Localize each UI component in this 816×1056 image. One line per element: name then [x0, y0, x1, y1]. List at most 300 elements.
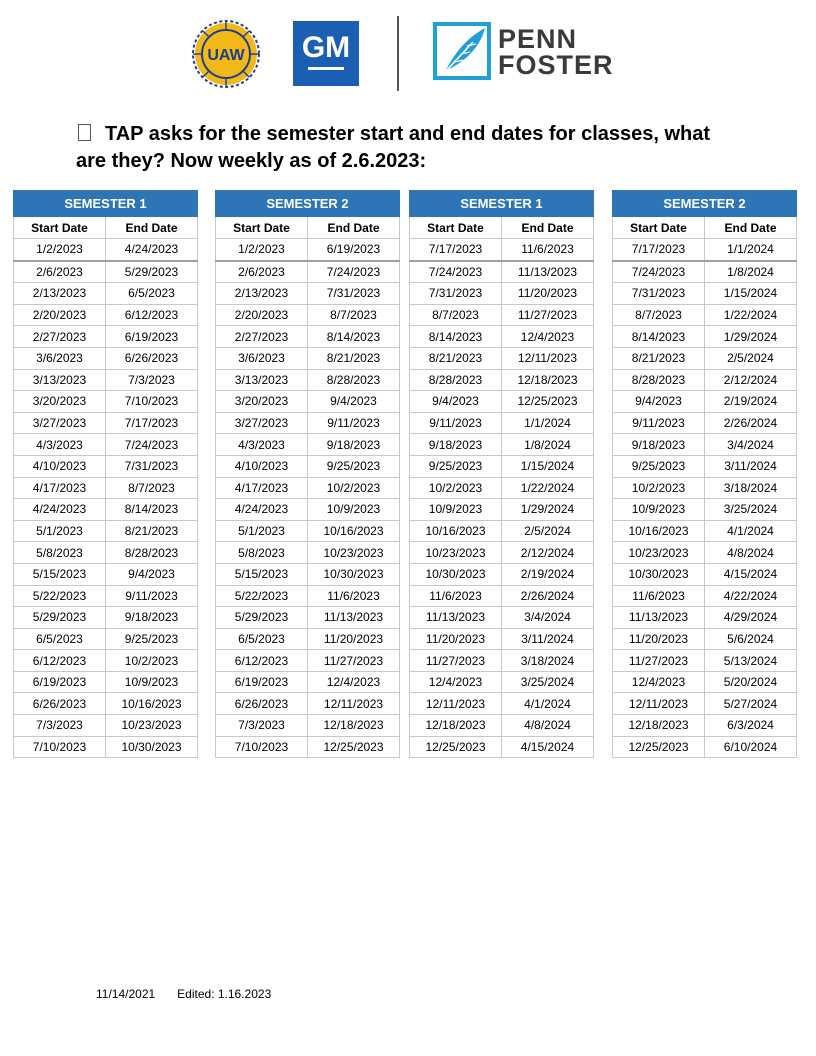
table-row	[410, 650, 594, 672]
start-date-cell: 11/6/2023	[410, 585, 502, 607]
gm-logo-underline	[308, 67, 344, 70]
table-row	[216, 607, 400, 629]
end-date-cell: 10/30/2023	[106, 736, 198, 758]
start-date-cell: 8/28/2023	[410, 369, 502, 391]
start-date-cell: 9/25/2023	[410, 455, 502, 477]
end-date-cell: 5/13/2024	[705, 650, 797, 672]
end-date-cell: 8/14/2023	[106, 499, 198, 521]
end-date-cell: 9/18/2023	[308, 434, 400, 456]
table-row	[613, 671, 797, 693]
end-date-cell: 4/1/2024	[502, 693, 594, 715]
table-row	[216, 499, 400, 521]
end-date-cell: 12/18/2023	[308, 715, 400, 737]
end-date-cell: 6/3/2024	[705, 715, 797, 737]
start-date-cell: 4/10/2023	[216, 455, 308, 477]
end-date-header: End Date	[705, 217, 797, 239]
start-date-cell: 10/9/2023	[410, 499, 502, 521]
start-date-cell: 12/25/2023	[613, 736, 705, 758]
end-date-cell: 1/22/2024	[502, 477, 594, 499]
end-date-cell: 2/5/2024	[705, 347, 797, 369]
start-date-cell: 12/25/2023	[410, 736, 502, 758]
table-row	[14, 520, 198, 542]
start-date-cell: 6/12/2023	[216, 650, 308, 672]
end-date-cell: 9/4/2023	[106, 563, 198, 585]
table-row	[613, 412, 797, 434]
end-date-cell: 7/3/2023	[106, 369, 198, 391]
end-date-cell: 10/9/2023	[106, 671, 198, 693]
start-date-cell: 10/23/2023	[613, 542, 705, 564]
semester-table-2	[215, 190, 400, 758]
start-date-cell: 10/16/2023	[410, 520, 502, 542]
end-date-cell: 4/15/2024	[705, 563, 797, 585]
gm-logo	[293, 21, 359, 86]
end-date-cell: 10/23/2023	[106, 715, 198, 737]
start-date-cell: 8/7/2023	[613, 304, 705, 326]
table-row	[216, 693, 400, 715]
checkbox-glyph-icon	[78, 124, 91, 141]
uaw-logo-text: UAW	[207, 47, 245, 64]
end-date-cell: 7/24/2023	[308, 261, 400, 283]
end-date-cell: 2/19/2024	[502, 563, 594, 585]
start-date-cell: 4/3/2023	[216, 434, 308, 456]
end-date-cell: 12/18/2023	[502, 369, 594, 391]
start-date-cell: 2/13/2023	[14, 283, 106, 305]
end-date-cell: 7/31/2023	[308, 283, 400, 305]
table-row	[613, 369, 797, 391]
table-row	[410, 542, 594, 564]
table-row	[613, 434, 797, 456]
table-row	[14, 715, 198, 737]
table-row	[410, 499, 594, 521]
table-row	[216, 412, 400, 434]
start-date-cell: 2/6/2023	[216, 261, 308, 283]
start-date-cell: 2/27/2023	[14, 326, 106, 348]
end-date-cell: 1/1/2024	[705, 239, 797, 261]
footer-created-date: 11/14/2021	[96, 987, 156, 1001]
question-line1: TAP asks for the semester start and end dates for classes, what	[105, 123, 711, 145]
penn-foster-quill-icon	[433, 22, 491, 80]
end-date-cell: 11/20/2023	[308, 628, 400, 650]
table-row	[14, 607, 198, 629]
start-date-cell: 7/24/2023	[613, 261, 705, 283]
semester-table-1	[13, 190, 198, 758]
end-date-cell: 5/6/2024	[705, 628, 797, 650]
table-row	[216, 520, 400, 542]
end-date-cell: 3/11/2024	[502, 628, 594, 650]
table-row	[410, 607, 594, 629]
table-row	[410, 455, 594, 477]
start-date-cell: 6/5/2023	[14, 628, 106, 650]
end-date-cell: 4/1/2024	[705, 520, 797, 542]
end-date-cell: 5/20/2024	[705, 671, 797, 693]
start-date-cell: 10/30/2023	[613, 563, 705, 585]
start-date-cell: 5/1/2023	[14, 520, 106, 542]
end-date-cell: 11/27/2023	[502, 304, 594, 326]
start-date-cell: 11/13/2023	[410, 607, 502, 629]
table-row	[14, 455, 198, 477]
start-date-cell: 4/17/2023	[216, 477, 308, 499]
table-row	[613, 715, 797, 737]
end-date-cell: 8/7/2023	[308, 304, 400, 326]
end-date-cell: 9/25/2023	[106, 628, 198, 650]
start-date-cell: 7/10/2023	[14, 736, 106, 758]
start-date-cell: 9/11/2023	[410, 412, 502, 434]
end-date-cell: 3/25/2024	[502, 671, 594, 693]
table-row	[216, 477, 400, 499]
semester-title: SEMESTER 1	[14, 191, 198, 217]
start-date-cell: 10/16/2023	[613, 520, 705, 542]
table-row	[410, 736, 594, 758]
end-date-header: End Date	[308, 217, 400, 239]
end-date-cell: 3/4/2024	[705, 434, 797, 456]
table-row	[216, 542, 400, 564]
table-row	[216, 239, 400, 261]
table-row	[14, 563, 198, 585]
start-date-cell: 3/20/2023	[216, 391, 308, 413]
table-row	[14, 499, 198, 521]
semester-table-4	[612, 190, 797, 758]
end-date-cell: 1/15/2024	[705, 283, 797, 305]
end-date-cell: 1/15/2024	[502, 455, 594, 477]
start-date-cell: 12/4/2023	[613, 671, 705, 693]
end-date-cell: 11/6/2023	[502, 239, 594, 261]
table-row	[613, 693, 797, 715]
uaw-seal-icon	[190, 18, 262, 90]
end-date-cell: 2/5/2024	[502, 520, 594, 542]
start-date-header: Start Date	[216, 217, 308, 239]
table-row	[613, 391, 797, 413]
start-date-cell: 7/17/2023	[410, 239, 502, 261]
table-row	[216, 563, 400, 585]
table-row	[14, 283, 198, 305]
table-row	[216, 650, 400, 672]
end-date-cell: 10/9/2023	[308, 499, 400, 521]
start-date-cell: 12/4/2023	[410, 671, 502, 693]
end-date-cell: 8/28/2023	[106, 542, 198, 564]
start-date-cell: 2/20/2023	[216, 304, 308, 326]
start-date-cell: 12/18/2023	[613, 715, 705, 737]
end-date-cell: 3/4/2024	[502, 607, 594, 629]
table-row	[216, 715, 400, 737]
start-date-cell: 6/12/2023	[14, 650, 106, 672]
table-row	[216, 434, 400, 456]
table-row	[410, 304, 594, 326]
table-row	[14, 412, 198, 434]
table-row	[410, 326, 594, 348]
end-date-cell: 8/21/2023	[308, 347, 400, 369]
end-date-cell: 12/11/2023	[502, 347, 594, 369]
table-row	[410, 239, 594, 261]
start-date-cell: 9/18/2023	[410, 434, 502, 456]
start-date-cell: 6/5/2023	[216, 628, 308, 650]
table-row	[216, 326, 400, 348]
table-row	[410, 563, 594, 585]
gm-logo-text: GM	[301, 31, 351, 64]
end-date-cell: 12/25/2023	[308, 736, 400, 758]
start-date-cell: 11/27/2023	[410, 650, 502, 672]
table-row	[410, 671, 594, 693]
end-date-cell: 11/20/2023	[502, 283, 594, 305]
table-row	[216, 304, 400, 326]
end-date-cell: 3/18/2024	[502, 650, 594, 672]
end-date-cell: 2/12/2024	[502, 542, 594, 564]
end-date-cell: 10/16/2023	[308, 520, 400, 542]
table-row	[14, 347, 198, 369]
start-date-cell: 7/31/2023	[410, 283, 502, 305]
question-line2: are they? Now weekly as of 2.6.2023:	[76, 150, 427, 172]
table-row	[14, 304, 198, 326]
start-date-cell: 12/11/2023	[613, 693, 705, 715]
end-date-cell: 2/12/2024	[705, 369, 797, 391]
end-date-cell: 8/21/2023	[106, 520, 198, 542]
end-date-cell: 4/24/2023	[106, 239, 198, 261]
start-date-cell: 5/22/2023	[216, 585, 308, 607]
table-row	[14, 477, 198, 499]
start-date-cell: 10/23/2023	[410, 542, 502, 564]
end-date-cell: 3/11/2024	[705, 455, 797, 477]
end-date-cell: 8/7/2023	[106, 477, 198, 499]
table-row	[613, 563, 797, 585]
start-date-header: Start Date	[14, 217, 106, 239]
table-row	[14, 369, 198, 391]
end-date-cell: 10/23/2023	[308, 542, 400, 564]
end-date-cell: 12/11/2023	[308, 693, 400, 715]
end-date-cell: 2/26/2024	[705, 412, 797, 434]
end-date-cell: 6/5/2023	[106, 283, 198, 305]
table-row	[14, 628, 198, 650]
start-date-cell: 7/31/2023	[613, 283, 705, 305]
semester-title: SEMESTER 1	[410, 191, 594, 217]
table-row	[410, 261, 594, 283]
end-date-cell: 3/25/2024	[705, 499, 797, 521]
start-date-cell: 5/29/2023	[14, 607, 106, 629]
start-date-cell: 4/3/2023	[14, 434, 106, 456]
table-row	[216, 347, 400, 369]
end-date-cell: 7/24/2023	[106, 434, 198, 456]
start-date-cell: 4/24/2023	[14, 499, 106, 521]
table-row	[14, 391, 198, 413]
table-row	[410, 347, 594, 369]
table-row	[216, 391, 400, 413]
start-date-cell: 9/11/2023	[613, 412, 705, 434]
table-row	[14, 261, 198, 283]
start-date-cell: 10/9/2023	[613, 499, 705, 521]
table-row	[613, 326, 797, 348]
end-date-cell: 2/26/2024	[502, 585, 594, 607]
table-row	[410, 585, 594, 607]
end-date-cell: 4/8/2024	[705, 542, 797, 564]
footer-edited-date: Edited: 1.16.2023	[177, 987, 272, 1001]
start-date-cell: 11/20/2023	[613, 628, 705, 650]
table-row	[613, 261, 797, 283]
semester-title: SEMESTER 2	[613, 191, 797, 217]
table-row	[14, 542, 198, 564]
table-row	[216, 736, 400, 758]
table-row	[216, 455, 400, 477]
end-date-cell: 5/27/2024	[705, 693, 797, 715]
start-date-cell: 12/18/2023	[410, 715, 502, 737]
start-date-cell: 3/6/2023	[216, 347, 308, 369]
table-row	[613, 283, 797, 305]
start-date-cell: 7/3/2023	[14, 715, 106, 737]
penn-foster-wordmark	[498, 26, 614, 78]
table-row	[14, 239, 198, 261]
start-date-cell: 8/7/2023	[410, 304, 502, 326]
end-date-cell: 4/8/2024	[502, 715, 594, 737]
table-row	[613, 607, 797, 629]
start-date-cell: 7/24/2023	[410, 261, 502, 283]
start-date-cell: 1/2/2023	[216, 239, 308, 261]
table-row	[410, 693, 594, 715]
table-row	[613, 239, 797, 261]
start-date-cell: 5/22/2023	[14, 585, 106, 607]
end-date-header: End Date	[106, 217, 198, 239]
start-date-cell: 9/18/2023	[613, 434, 705, 456]
start-date-cell: 3/6/2023	[14, 347, 106, 369]
start-date-cell: 7/17/2023	[613, 239, 705, 261]
end-date-cell: 2/19/2024	[705, 391, 797, 413]
table-row	[14, 434, 198, 456]
start-date-cell: 9/25/2023	[613, 455, 705, 477]
end-date-cell: 1/29/2024	[705, 326, 797, 348]
table-row	[410, 520, 594, 542]
start-date-cell: 4/24/2023	[216, 499, 308, 521]
end-date-cell: 11/13/2023	[502, 261, 594, 283]
end-date-cell: 10/2/2023	[106, 650, 198, 672]
start-date-cell: 6/19/2023	[14, 671, 106, 693]
start-date-cell: 2/13/2023	[216, 283, 308, 305]
start-date-cell: 6/26/2023	[14, 693, 106, 715]
end-date-cell: 7/31/2023	[106, 455, 198, 477]
table-row	[613, 736, 797, 758]
start-date-cell: 6/19/2023	[216, 671, 308, 693]
end-date-cell: 9/11/2023	[106, 585, 198, 607]
start-date-cell: 5/8/2023	[216, 542, 308, 564]
start-date-cell: 1/2/2023	[14, 239, 106, 261]
start-date-cell: 5/29/2023	[216, 607, 308, 629]
table-row	[613, 499, 797, 521]
table-row	[410, 412, 594, 434]
end-date-cell: 9/18/2023	[106, 607, 198, 629]
table-row	[216, 628, 400, 650]
end-date-cell: 5/29/2023	[106, 261, 198, 283]
table-row	[216, 283, 400, 305]
penn-foster-line2: FOSTER	[498, 50, 614, 80]
start-date-cell: 12/11/2023	[410, 693, 502, 715]
start-date-cell: 3/20/2023	[14, 391, 106, 413]
start-date-cell: 9/4/2023	[410, 391, 502, 413]
question-text	[76, 121, 776, 175]
start-date-cell: 5/15/2023	[14, 563, 106, 585]
semester-table-3	[409, 190, 594, 758]
start-date-cell: 8/14/2023	[410, 326, 502, 348]
end-date-cell: 12/4/2023	[308, 671, 400, 693]
start-date-cell: 10/2/2023	[410, 477, 502, 499]
end-date-cell: 6/12/2023	[106, 304, 198, 326]
table-row	[410, 628, 594, 650]
end-date-cell: 4/29/2024	[705, 607, 797, 629]
start-date-cell: 3/27/2023	[14, 412, 106, 434]
end-date-cell: 1/8/2024	[502, 434, 594, 456]
table-row	[14, 326, 198, 348]
end-date-cell: 10/16/2023	[106, 693, 198, 715]
start-date-cell: 10/30/2023	[410, 563, 502, 585]
end-date-cell: 6/26/2023	[106, 347, 198, 369]
end-date-cell: 8/14/2023	[308, 326, 400, 348]
end-date-cell: 9/4/2023	[308, 391, 400, 413]
end-date-cell: 7/10/2023	[106, 391, 198, 413]
start-date-cell: 11/27/2023	[613, 650, 705, 672]
table-row	[613, 650, 797, 672]
start-date-cell: 11/13/2023	[613, 607, 705, 629]
start-date-cell: 8/14/2023	[613, 326, 705, 348]
start-date-cell: 6/26/2023	[216, 693, 308, 715]
start-date-cell: 10/2/2023	[613, 477, 705, 499]
footer	[96, 987, 271, 1001]
table-row	[410, 391, 594, 413]
end-date-cell: 1/22/2024	[705, 304, 797, 326]
start-date-cell: 3/27/2023	[216, 412, 308, 434]
start-date-cell: 7/10/2023	[216, 736, 308, 758]
table-row	[613, 628, 797, 650]
logo-divider	[397, 16, 399, 91]
start-date-cell: 11/6/2023	[613, 585, 705, 607]
start-date-cell: 4/17/2023	[14, 477, 106, 499]
end-date-cell: 6/19/2023	[308, 239, 400, 261]
end-date-cell: 9/11/2023	[308, 412, 400, 434]
penn-foster-line1: PENN	[498, 24, 578, 54]
end-date-cell: 10/2/2023	[308, 477, 400, 499]
start-date-cell: 9/4/2023	[613, 391, 705, 413]
start-date-cell: 5/8/2023	[14, 542, 106, 564]
table-row	[216, 369, 400, 391]
table-row	[613, 455, 797, 477]
end-date-cell: 6/10/2024	[705, 736, 797, 758]
table-row	[216, 585, 400, 607]
logo-bar	[190, 14, 630, 94]
start-date-cell: 5/15/2023	[216, 563, 308, 585]
end-date-cell: 1/29/2024	[502, 499, 594, 521]
end-date-cell: 4/22/2024	[705, 585, 797, 607]
end-date-cell: 6/19/2023	[106, 326, 198, 348]
end-date-cell: 10/30/2023	[308, 563, 400, 585]
semester-title: SEMESTER 2	[216, 191, 400, 217]
start-date-cell: 3/13/2023	[14, 369, 106, 391]
end-date-cell: 12/4/2023	[502, 326, 594, 348]
start-date-cell: 8/28/2023	[613, 369, 705, 391]
start-date-cell: 2/27/2023	[216, 326, 308, 348]
table-row	[14, 650, 198, 672]
table-row	[14, 693, 198, 715]
table-row	[613, 520, 797, 542]
table-row	[613, 477, 797, 499]
start-date-cell: 2/20/2023	[14, 304, 106, 326]
start-date-cell: 11/20/2023	[410, 628, 502, 650]
end-date-cell: 1/1/2024	[502, 412, 594, 434]
end-date-cell: 12/25/2023	[502, 391, 594, 413]
end-date-cell: 11/13/2023	[308, 607, 400, 629]
table-row	[216, 261, 400, 283]
table-row	[14, 585, 198, 607]
table-row	[216, 671, 400, 693]
end-date-cell: 3/18/2024	[705, 477, 797, 499]
start-date-cell: 8/21/2023	[613, 347, 705, 369]
start-date-cell: 7/3/2023	[216, 715, 308, 737]
end-date-cell: 11/27/2023	[308, 650, 400, 672]
end-date-cell: 11/6/2023	[308, 585, 400, 607]
table-row	[613, 304, 797, 326]
start-date-cell: 8/21/2023	[410, 347, 502, 369]
